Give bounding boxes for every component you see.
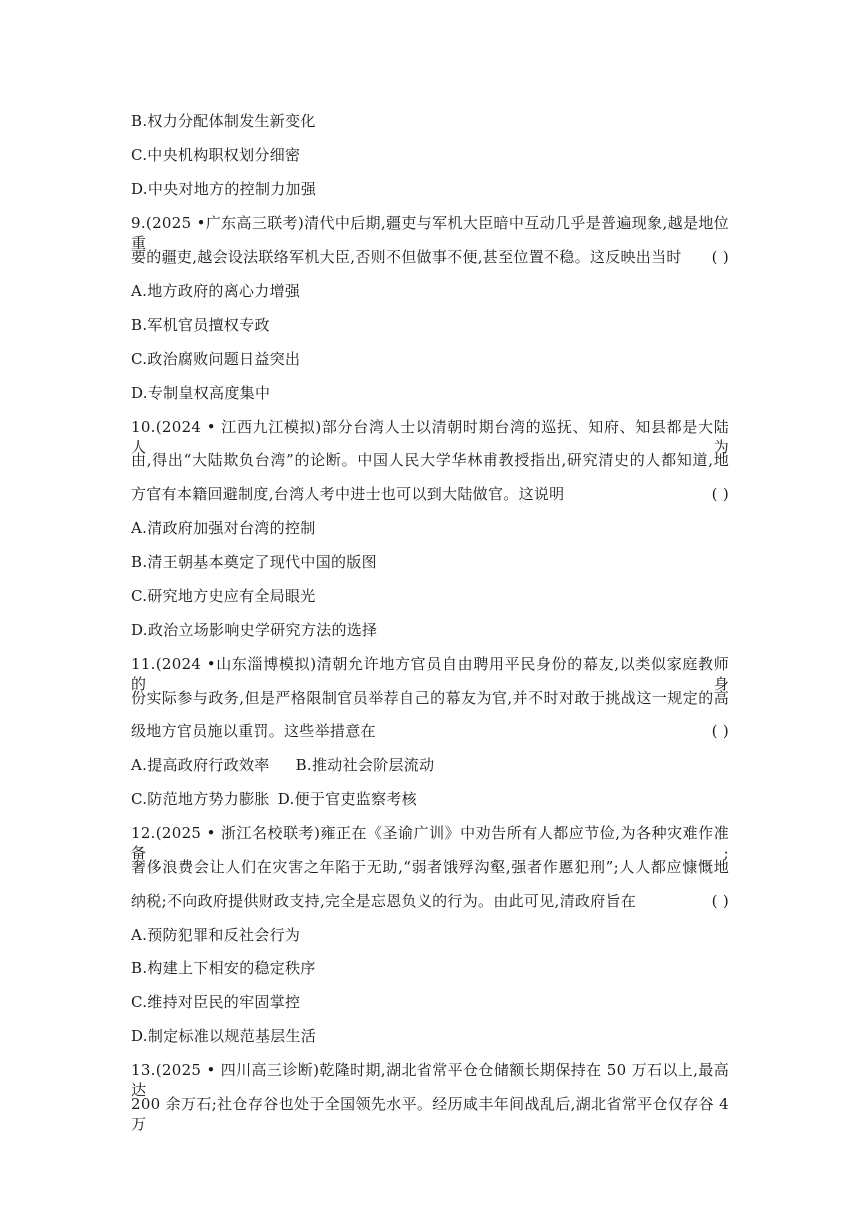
q10-option-c: C.研究地方史应有全局眼光 [131,587,316,605]
q9-option-d: D.专制皇权高度集中 [131,384,271,402]
q10-option-d: D.政治立场影响史学研究方法的选择 [131,621,378,639]
q12-stem-line1: 12.(2025 • 浙江名校联考)雍正在《圣谕广训》中劝告所有人都应节俭,为各种灾难作准备; [131,824,729,862]
q9-option-b: B.军机官员擅权专政 [131,316,270,334]
q11-answer-bracket: ( ) [711,722,729,740]
q13-stem-line2: 200 余万石;社仓存谷也处于全国领先水平。经历咸丰年间战乱后,湖北省常平仓仅存谷 4 万 [131,1095,729,1133]
q11-option-a: A.提高政府行政效率 [131,756,270,774]
q12-option-a: A.预防犯罪和反社会行为 [131,926,301,944]
q9-stem-line2: 要的疆吏,越会设法联络军机大臣,否则不但做事不便,甚至位置不稳。这反映出当时 [131,248,682,266]
q10-option-b: B.清王朝基本奠定了现代中国的版图 [131,553,377,571]
q11-options-cd [131,789,417,809]
q11-option-d: D.便于官吏监察考核 [277,790,417,808]
q11-option-b: B.推动社会阶层流动 [295,756,435,774]
q11-stem-line1: 11.(2024 •山东淄博模拟)清朝允许地方官员自由聘用平民身份的幕友,以类似家庭教师的身 [131,655,729,693]
q13-stem-line1: 13.(2025 • 四川高三诊断)乾隆时期,湖北省常平仓仓储额长期保持在 50 万石以上,最高达 [131,1061,729,1099]
q10-answer-bracket: ( ) [711,485,729,503]
q9-option-a: A.地方政府的离心力增强 [131,282,301,300]
q12-option-c: C.维持对臣民的牢固掌控 [131,993,301,1011]
q12-stem-line3: 纳税;不向政府提供财政支持,完全是忘恩负义的行为。由此可见,清政府旨在 [131,892,637,910]
q9-answer-bracket: ( ) [711,248,729,266]
q11-option-c: C.防范地方势力膨胀 [131,790,270,808]
q10-stem-line3: 方官有本籍回避制度,台湾人考中进士也可以到大陆做官。这说明 [131,485,565,503]
q10-stem-line1: 10.(2024 • 江西九江模拟)部分台湾人士以清朝时期台湾的巡抚、知府、知县都是大陆人为 [131,418,729,456]
q11-stem-line3: 级地方官员施以重罚。这些举措意在 [131,722,376,740]
q11-options-ab [131,755,434,775]
q8-option-c: C.中央机构职权划分细密 [131,146,301,164]
q10-option-a: A.清政府加强对台湾的控制 [131,519,316,537]
q8-option-d: D.中央对地方的控制力加强 [131,180,317,198]
q12-answer-bracket: ( ) [711,892,729,910]
q12-option-d: D.制定标准以规范基层生活 [131,1027,317,1045]
q9-stem-line1: 9.(2025 •广东高三联考)清代中后期,疆吏与军机大臣暗中互动几乎是普遍现象,越是地位重 [131,214,729,252]
q11-stem-line2: 份实际参与政务,但是严格限制官员举荐自己的幕友为官,并不时对敢于挑战这一规定的高 [131,689,729,707]
q9-option-c: C.政治腐败问题日益突出 [131,350,301,368]
q12-stem-line2: 奢侈浪费会让人们在灾害之年陷于无助,“弱者饿殍沟壑,强者作慝犯刑”;人人都应慷慨地 [131,858,729,876]
q10-stem-line2: 由,得出“大陆欺负台湾”的论断。中国人民大学华林甫教授指出,研究清史的人都知道,地 [131,451,729,469]
q8-option-b: B.权力分配体制发生新变化 [131,112,316,130]
q12-option-b: B.构建上下相安的稳定秩序 [131,959,316,977]
